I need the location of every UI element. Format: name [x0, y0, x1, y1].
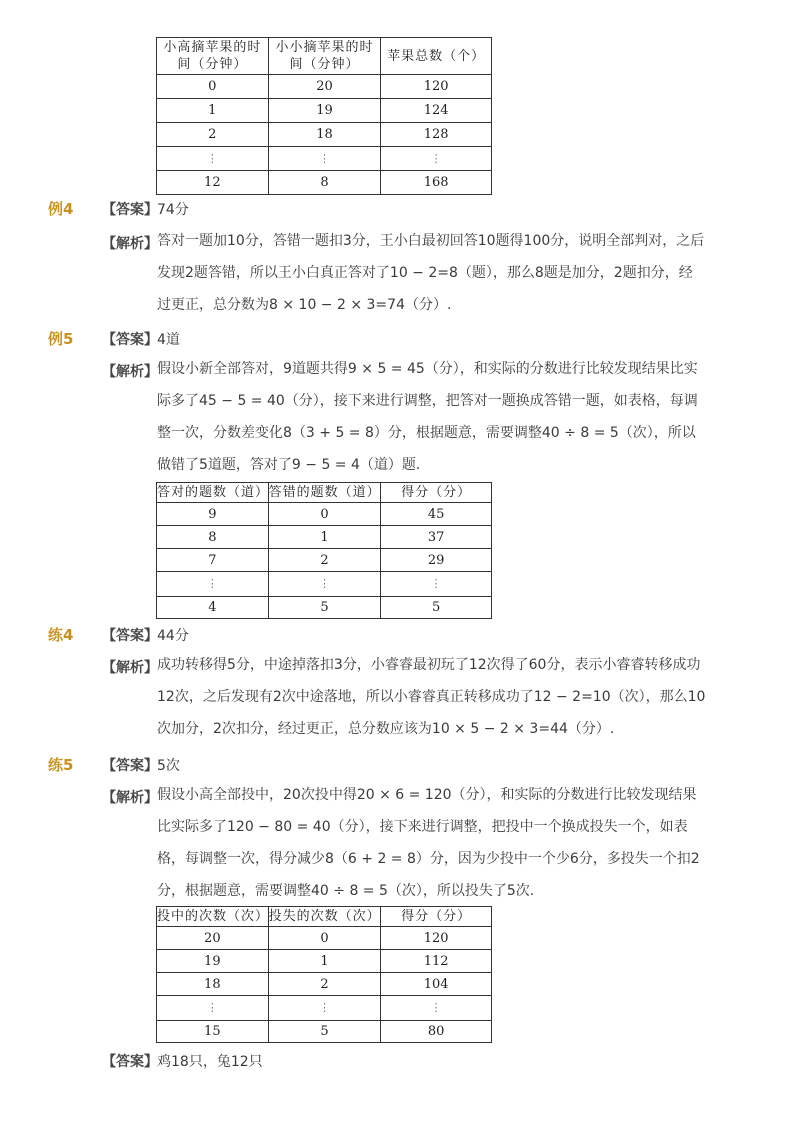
answer-label: 【答案】	[102, 628, 158, 644]
table-row	[157, 123, 492, 147]
table-cell: 19	[268, 99, 381, 123]
table-cell: 15	[157, 1021, 269, 1043]
table-cell: 120	[381, 927, 492, 950]
solution-line: 比实际多了120 − 80 = 40（分），接下来进行调整，把投中一个换成投失一个，如表	[157, 819, 688, 835]
solution-text	[157, 649, 717, 745]
table-cell: 7	[157, 549, 269, 572]
solution-text	[157, 225, 717, 321]
table-header-cell: 得分（分）	[381, 907, 492, 927]
table-cell: 1	[268, 526, 381, 549]
table-cell: 1	[157, 99, 269, 123]
table-header-cell: 苹果总数（个）	[381, 38, 492, 75]
table-row	[157, 597, 492, 619]
table-cell: 20	[157, 927, 269, 950]
table-cell: 9	[157, 503, 269, 526]
table-header-cell: 得分（分）	[381, 483, 492, 503]
table-cell: 19	[157, 950, 269, 973]
solution-label: 【解析】	[102, 236, 158, 252]
answer-value: 74分	[157, 202, 189, 218]
table-header-row	[157, 38, 492, 75]
section-tag-li5: 例5	[48, 330, 74, 348]
answer-value: 4道	[157, 332, 180, 348]
apple-table	[156, 37, 492, 195]
solution-label: 【解析】	[102, 790, 158, 806]
table-row	[157, 171, 492, 195]
table-cell: ⋮	[268, 996, 381, 1021]
answer-value: 5次	[157, 758, 180, 774]
table-cell: ⋮	[157, 996, 269, 1021]
table-cell: 2	[268, 973, 381, 996]
solution-line: 成功转移得5分，中途掉落扣3分，小睿睿最初玩了12次得了60分，表示小睿睿转移成功	[157, 657, 701, 673]
table-cell: 120	[381, 75, 492, 99]
answer-label: 【答案】	[102, 332, 158, 348]
solution-line: 做错了5道题，答对了9 − 5 = 4（道）题.	[157, 457, 421, 473]
table-cell: 18	[268, 123, 381, 147]
solution-line: 答对一题加10分，答错一题扣3分，王小白最初回答10题得100分，说明全部判对，之后	[157, 233, 705, 249]
table-row	[157, 549, 492, 572]
answer-label: 【答案】	[102, 1054, 158, 1070]
table-cell: 168	[381, 171, 492, 195]
table-cell: 12	[157, 171, 269, 195]
table-cell: ⋮	[157, 572, 269, 597]
table-row	[157, 503, 492, 526]
table-cell: 2	[268, 549, 381, 572]
table-cell: 20	[268, 75, 381, 99]
table-cell: 80	[381, 1021, 492, 1043]
answer-label: 【答案】	[102, 202, 158, 218]
solution-line: 际多了45 − 5 = 40（分），接下来进行调整，把答对一题换成答错一题，如表格，每调	[157, 393, 698, 409]
solution-line: 次加分，2次扣分，经过更正，总分数应该为10 × 5 − 2 × 3=44（分）.	[157, 721, 615, 737]
table-row	[157, 927, 492, 950]
solution-line: 整一次，分数差变化8（3 + 5 = 8）分，根据题意，需要调整40 ÷ 8 = 5（次），所以	[157, 425, 696, 441]
table-header-row	[157, 483, 492, 503]
solution-line: 格，每调整一次，得分减少8（6 + 2 = 8）分，因为少投中一个少6分，多投失一个扣2	[157, 851, 700, 867]
table-cell: 5	[381, 597, 492, 619]
solution-line: 假设小高全部投中，20次投中得20 × 6 = 120（分），和实际的分数进行比较发现结果	[157, 787, 697, 803]
table-header-cell: 小小摘苹果的时间（分钟）	[268, 38, 381, 75]
table-row	[157, 996, 492, 1021]
solution-text	[157, 353, 717, 481]
table-cell: 8	[157, 526, 269, 549]
table-cell: 4	[157, 597, 269, 619]
table-header-cell: 答对的题数（道）	[157, 483, 269, 503]
table-header-cell: 答错的题数（道）	[268, 483, 381, 503]
solution-line: 分，根据题意，需要调整40 ÷ 8 = 5（次），所以投失了5次.	[157, 883, 535, 899]
table-cell: ⋮	[381, 572, 492, 597]
answer-value: 鸡18只，兔12只	[157, 1054, 263, 1070]
table-cell: 45	[381, 503, 492, 526]
answer-score-table	[156, 482, 492, 619]
table-header-cell: 小高摘苹果的时间（分钟）	[157, 38, 269, 75]
table-cell: 0	[157, 75, 269, 99]
answer-value: 44分	[157, 628, 189, 644]
solution-line: 12次，之后发现有2次中途落地，所以小睿睿真正转移成功了12 − 2=10（次），那么10	[157, 689, 706, 705]
solution-label: 【解析】	[102, 364, 158, 380]
solution-label: 【解析】	[102, 660, 158, 676]
table-cell: 128	[381, 123, 492, 147]
table-header-cell: 投中的次数（次）	[157, 907, 269, 927]
table-row	[157, 572, 492, 597]
table-cell: 112	[381, 950, 492, 973]
table-cell: 8	[268, 171, 381, 195]
solution-line: 假设小新全部答对，9道题共得9 × 5 = 45（分），和实际的分数进行比较发现结果比实	[157, 361, 698, 377]
table-cell: 5	[268, 1021, 381, 1043]
table-header-cell: 投失的次数（次）	[268, 907, 381, 927]
table-row	[157, 973, 492, 996]
table-cell: ⋮	[268, 572, 381, 597]
solution-text	[157, 779, 717, 907]
table-cell: 1	[268, 950, 381, 973]
table-row	[157, 526, 492, 549]
table-cell: 5	[268, 597, 381, 619]
section-tag-li4: 例4	[48, 200, 74, 218]
table-cell: 2	[157, 123, 269, 147]
table-cell: ⋮	[157, 147, 269, 171]
table-row	[157, 99, 492, 123]
table-cell: 0	[268, 927, 381, 950]
section-tag-lian4: 练4	[48, 626, 74, 644]
table-header-row	[157, 907, 492, 927]
table-cell: 18	[157, 973, 269, 996]
table-cell: 37	[381, 526, 492, 549]
table-cell: ⋮	[381, 996, 492, 1021]
solution-line: 发现2题答错，所以王小白真正答对了10 − 2=8（题），那么8题是加分，2题扣分，经	[157, 265, 693, 281]
section-tag-lian5: 练5	[48, 756, 74, 774]
shot-score-table	[156, 906, 492, 1043]
table-cell: ⋮	[381, 147, 492, 171]
table-row	[157, 147, 492, 171]
table-row	[157, 1021, 492, 1043]
table-cell: 124	[381, 99, 492, 123]
table-cell: 104	[381, 973, 492, 996]
table-cell: 29	[381, 549, 492, 572]
table-cell: ⋮	[268, 147, 381, 171]
solution-line: 过更正，总分数为8 × 10 − 2 × 3=74（分）.	[157, 297, 452, 313]
table-row	[157, 75, 492, 99]
table-row	[157, 950, 492, 973]
answer-label: 【答案】	[102, 758, 158, 774]
table-cell: 0	[268, 503, 381, 526]
